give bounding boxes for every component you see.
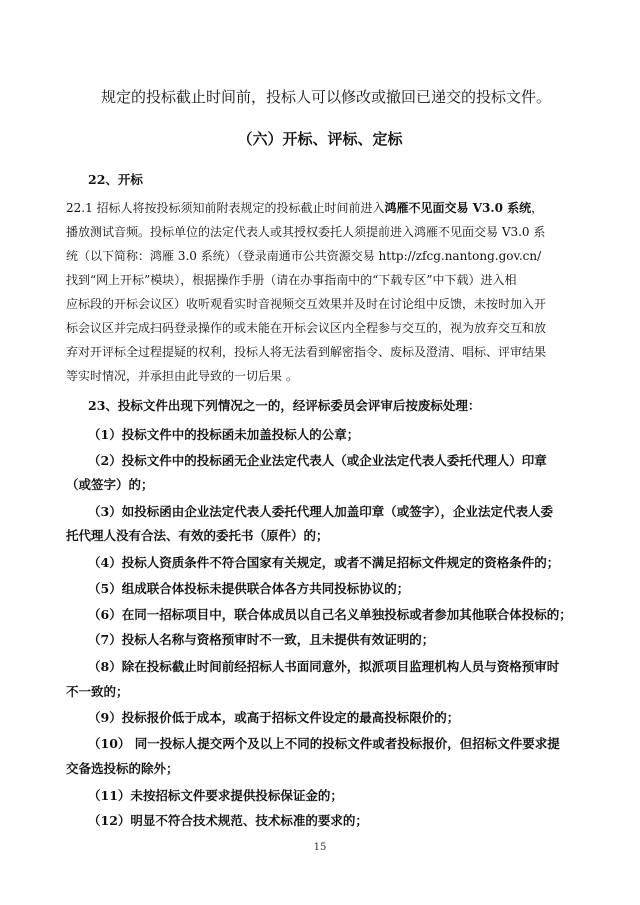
lead-paragraph: 规定的投标截止时间前，投标人可以修改或撤回已递交的投标文件。: [101, 88, 552, 106]
list-item: （6）在同一招标项目中，联合体成员以自己名义单独投标或者参加其他联合体投标的；: [88, 607, 572, 622]
clause-22-body: [66, 196, 586, 388]
body-line: [66, 196, 586, 220]
section-title: （六）开标、评标、定标: [237, 130, 403, 148]
list-item: 托代理人没有合法、有效的委托书（原件）的；: [66, 528, 329, 543]
list-item: 不一致的；: [66, 684, 129, 699]
clause-23-title: 23、投标文件出现下列情况之一的，经评标委员会评审后按废标处理：: [88, 398, 481, 413]
body-line: 等实时情况，并承担由此导致的一切后果 。: [66, 369, 298, 383]
body-line: 统（以下简称：鸿雁 3.0 系统）（登录南通市公共资源交易 http://zfcg.nantong.gov.cn/: [66, 249, 542, 263]
list-item: （12）明显不符合技术规范、技术标准的要求的；: [88, 813, 368, 828]
list-item: （5）组成联合体投标未提供联合体各方共同投标协议的；: [88, 581, 410, 596]
list-item: （4）投标人资质条件不符合国家有关规定，或者不满足招标文件规定的资格条件的；: [88, 555, 560, 570]
system-name-bold: 鸿雁不见面交易 V3.0 系统: [384, 201, 532, 215]
list-item: 交备选投标的除外；: [66, 761, 179, 776]
body-line-pre: 22.1 招标人将按投标须知前附表规定的投标截止时间前进入: [66, 201, 385, 215]
page-number: 15: [313, 842, 327, 853]
body-line: 播放测试音频。投标单位的法定代表人或其授权委托人须提前进入鸿雁不见面交易 V3.0 系: [66, 225, 546, 239]
list-item: （3）如投标函由企业法定代表人委托代理人加盖印章（或签字），企业法定代表人委: [88, 504, 553, 519]
body-line: 弃对开评标全过程提疑的权利，投标人将无法看到解密指令、废标及澄清、唱标、评审结果: [66, 345, 547, 359]
body-line: 标会议区并完成扫码登录操作的或未能在开标会议区内全程参与交互的，视为放弃交互和放: [66, 321, 547, 335]
list-item: （8）除在投标截止时间前经招标人书面同意外，拟派项目监理机构人员与资格预审时: [88, 659, 560, 674]
list-item: （7）投标人名称与资格预审时不一致，且未提供有效证明的；: [88, 632, 435, 647]
body-line: 找到“网上开标”模块），根据操作手册（请在办事指南中的“下载专区”中下载）进入相: [66, 273, 517, 287]
list-item: （10） 同一投标人提交两个及以上不同的投标文件或者投标报价，但招标文件要求提: [88, 736, 560, 751]
list-item: （1）投标文件中的投标函未加盖投标人的公章；: [88, 427, 360, 442]
list-item: （或签字）的；: [66, 477, 154, 492]
body-line: 应标段的开标会议区）收听观看实时音视频交互效果并及时在讨论组中反馈，未按时加入开: [66, 297, 547, 311]
clause-22-title: 22、开标: [88, 172, 143, 187]
list-item: （2）投标文件中的投标函无企业法定代表人（或企业法定代表人委托代理人）印章: [88, 453, 547, 468]
body-line-post: ，: [531, 201, 544, 215]
list-item: （11）未按招标文件要求提供投标保证金的；: [88, 788, 343, 803]
list-item: （9）投标报价低于成本，或高于招标文件设定的最高投标限价的；: [88, 710, 460, 725]
